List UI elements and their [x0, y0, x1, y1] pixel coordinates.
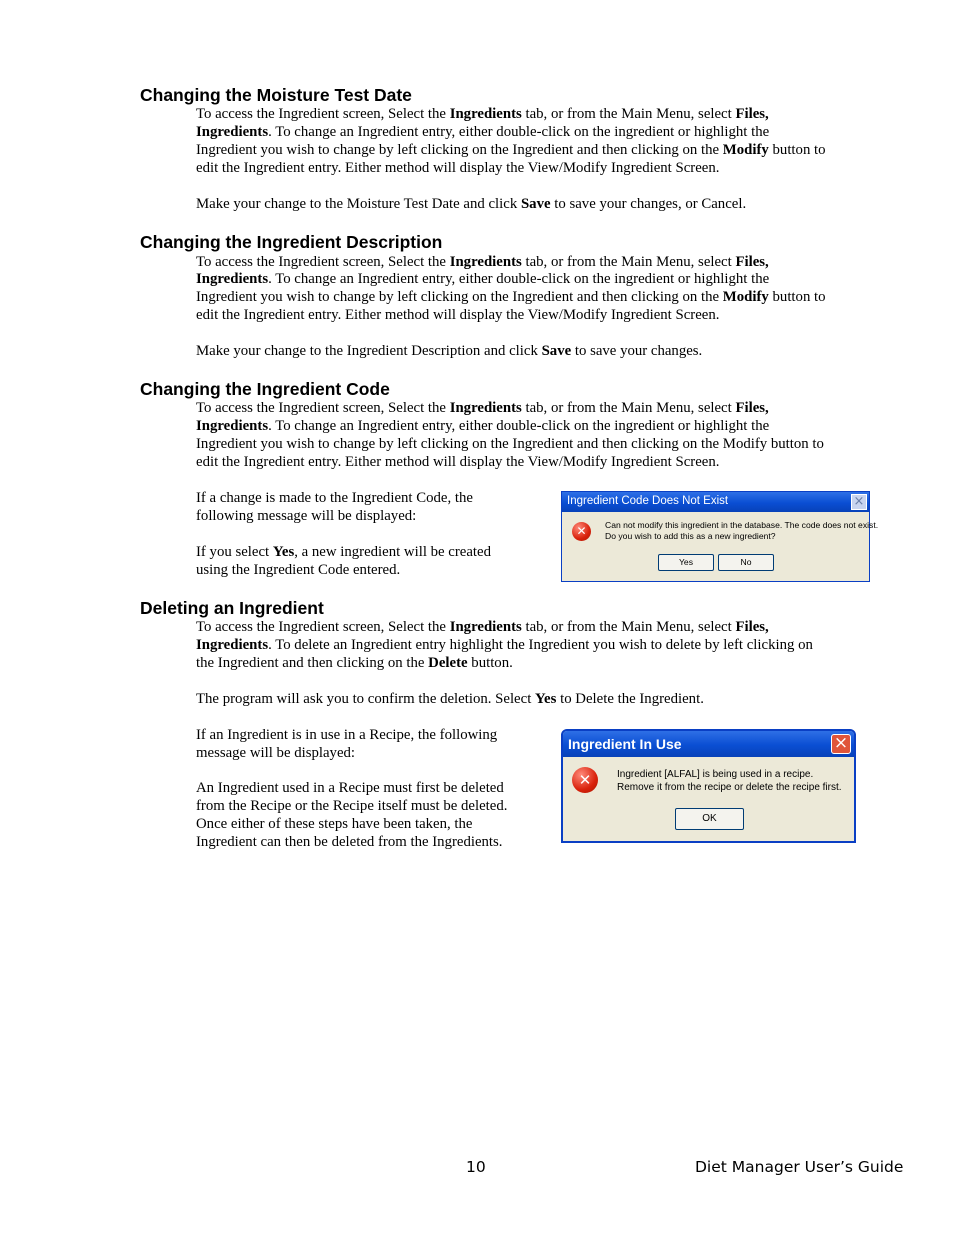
dialog-title: Ingredient Code Does Not Exist: [567, 495, 729, 507]
no-button[interactable]: No: [718, 554, 774, 571]
dialog-message-line: Remove it from the recipe or delete the recipe first.: [617, 782, 842, 793]
dialog-ingredient-in-use: [561, 729, 856, 843]
paragraph-line: To access the Ingredient screen, Select the Ingredients tab, or from the Main Menu, select Files,: [196, 400, 769, 416]
paragraph-line: the Ingredient and then clicking on the Delete button.: [196, 655, 513, 671]
paragraph-line: If an Ingredient is in use in a Recipe, the following: [196, 727, 498, 743]
paragraph-line: Ingredients. To change an Ingredient entry, either double-click on the ingredient or highlight the: [196, 124, 770, 140]
paragraph-line: edit the Ingredient entry. Either method will display the View/Modify Ingredient Screen.: [196, 307, 720, 323]
section-heading-description: Changing the Ingredient Description: [140, 232, 443, 252]
paragraph-line: Make your change to the Ingredient Description and click Save to save your changes.: [196, 343, 703, 359]
paragraph-line: To access the Ingredient screen, Select the Ingredients tab, or from the Main Menu, select Files,: [196, 619, 769, 635]
paragraph-line: following message will be displayed:: [196, 508, 417, 524]
error-icon: ✕: [572, 522, 591, 541]
close-icon[interactable]: ×: [851, 494, 867, 510]
paragraph-line: An Ingredient used in a Recipe must first be deleted: [196, 780, 504, 796]
dialog-message-line: Ingredient [ALFAL] is being used in a recipe.: [617, 769, 814, 780]
section-heading-delete: Deleting an Ingredient: [140, 598, 324, 618]
paragraph-line: from the Recipe or the Recipe itself must be deleted.: [196, 798, 508, 814]
paragraph-line: Make your change to the Moisture Test Date and click Save to save your changes, or Cancel.: [196, 196, 747, 212]
error-icon: ✕: [572, 767, 598, 793]
paragraph-line: Ingredients. To change an Ingredient entry, either double-click on the ingredient or highlight the: [196, 418, 770, 434]
dialog-titlebar: [562, 492, 869, 512]
paragraph-line: Ingredients. To change an Ingredient entry, either double-click on the ingredient or highlight the: [196, 271, 770, 287]
section-heading-moisture: Changing the Moisture Test Date: [140, 85, 412, 105]
paragraph-line: Ingredient you wish to change by left clicking on the Ingredient and then clicking on the Modify button to: [196, 289, 826, 305]
paragraph-line: message will be displayed:: [196, 745, 356, 761]
paragraph-line: edit the Ingredient entry. Either method will display the View/Modify Ingredient Screen.: [196, 454, 720, 470]
dialog-title: Ingredient In Use: [568, 736, 682, 752]
paragraph-line: Ingredients. To delete an Ingredient entry highlight the Ingredient you wish to delete by left clicking on: [196, 637, 813, 653]
dialog-code-not-exist: [561, 491, 879, 582]
ok-button[interactable]: OK: [675, 808, 744, 830]
paragraph-line: Ingredient you wish to change by left clicking on the Ingredient and then clicking on the Modify button to: [196, 142, 826, 158]
paragraph-line: using the Ingredient Code entered.: [196, 562, 401, 578]
paragraph-line: To access the Ingredient screen, Select the Ingredients tab, or from the Main Menu, select Files,: [196, 106, 769, 122]
section-heading-code: Changing the Ingredient Code: [140, 379, 390, 399]
guide-title: Diet Manager User’s Guide: [695, 1158, 904, 1176]
dialog-titlebar: [563, 731, 854, 757]
paragraph-line: To access the Ingredient screen, Select the Ingredients tab, or from the Main Menu, select Files,: [196, 254, 769, 270]
dialog-message-line: Can not modify this ingredient in the database. The code does not exist.: [605, 520, 879, 530]
paragraph-line: The program will ask you to confirm the deletion. Select Yes to Delete the Ingredient.: [196, 691, 704, 707]
yes-button[interactable]: Yes: [658, 554, 714, 571]
paragraph-line: If a change is made to the Ingredient Code, the: [196, 490, 473, 506]
paragraph-line: If you select Yes, a new ingredient will be created: [196, 544, 492, 560]
paragraph-line: Ingredient can then be deleted from the Ingredients.: [196, 834, 503, 850]
paragraph-line: edit the Ingredient entry. Either method will display the View/Modify Ingredient Screen.: [196, 160, 720, 176]
paragraph-line: Once either of these steps have been taken, the: [196, 816, 473, 832]
paragraph-line: Ingredient you wish to change by left clicking on the Ingredient and then clicking on the Modify button to: [196, 436, 824, 452]
dialog-message-line: Do you wish to add this as a new ingredient?: [605, 531, 776, 541]
page-number: 10: [466, 1158, 486, 1176]
close-icon[interactable]: ×: [831, 734, 851, 754]
